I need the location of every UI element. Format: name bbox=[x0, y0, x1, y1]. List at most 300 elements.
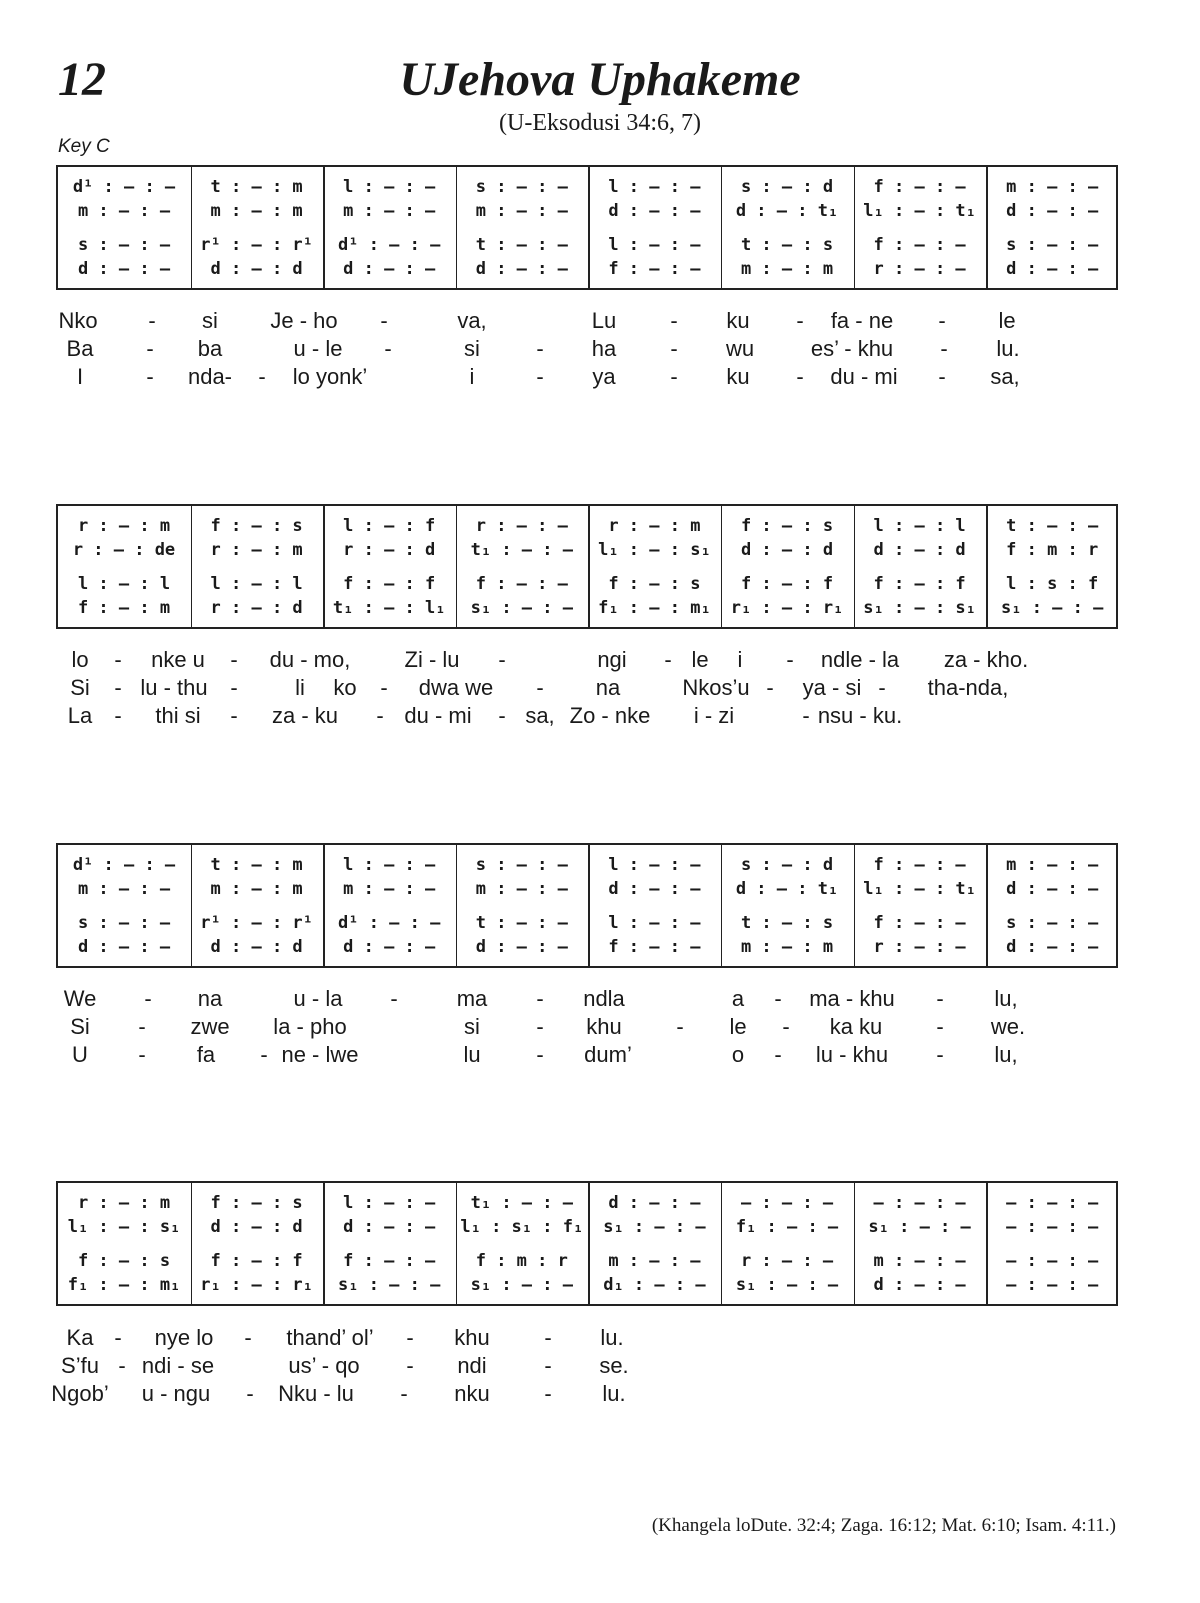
lyric-syllable: li bbox=[295, 675, 305, 700]
lyric-syllable: - bbox=[938, 308, 946, 333]
solfa-measure: d¹ : – : – bbox=[72, 855, 176, 875]
lyric-syllable: I bbox=[76, 364, 84, 389]
solfa-measure: f : – : s bbox=[210, 516, 303, 536]
solfa-measure: r : – : de bbox=[72, 540, 176, 560]
lyric-syllable: lo yonk’ bbox=[292, 364, 368, 389]
solfa-measure: – : – : – bbox=[1006, 1217, 1099, 1237]
solfa-measure: m : – : – bbox=[77, 879, 171, 899]
solfa-measure: r : – : – bbox=[873, 259, 966, 279]
scripture-subtitle: (U-Eksodusi 34:6, 7) bbox=[499, 110, 701, 136]
lyric-syllable: ya bbox=[592, 364, 616, 389]
solfa-measure: d¹ : – : – bbox=[338, 913, 441, 933]
lyric-syllable: lu. bbox=[602, 1381, 626, 1406]
lyric-syllable: thi si bbox=[155, 703, 201, 728]
lyric-syllable: - bbox=[114, 647, 122, 672]
lyric-syllable: ya - si bbox=[802, 675, 862, 700]
lyric-verse-line bbox=[0, 675, 1200, 703]
lyric-syllable: fa bbox=[196, 1042, 216, 1067]
lyric-syllable: ba bbox=[197, 336, 223, 361]
solfa-measure: l : – : f bbox=[343, 516, 436, 536]
solfa-measure: l : – : l bbox=[77, 574, 171, 594]
lyric-syllable: i bbox=[737, 647, 743, 672]
lyric-syllable: ku bbox=[726, 364, 750, 389]
lyric-syllable: ko bbox=[333, 675, 357, 700]
solfa-measure: t : – : m bbox=[210, 177, 303, 197]
solfa-measure: d : – : t₁ bbox=[735, 879, 839, 899]
solfa-measure: d : – : d bbox=[210, 1217, 303, 1237]
voice-part-row bbox=[58, 1250, 1116, 1272]
lyric-syllable: - bbox=[796, 364, 804, 389]
lyric-syllable: Nko bbox=[58, 308, 98, 333]
solfa-measure: l : s : f bbox=[1006, 574, 1099, 594]
solfa-measure: l : – : – bbox=[608, 855, 701, 875]
solfa-measure: r¹ : – : r¹ bbox=[200, 913, 313, 933]
solfa-measure: d : – : d bbox=[210, 259, 303, 279]
lyric-syllable: - bbox=[670, 336, 678, 361]
lyric-syllable: ku bbox=[726, 308, 750, 333]
lyric-syllable: ndi bbox=[457, 1353, 487, 1378]
solfa-measure: d : – : d bbox=[873, 540, 966, 560]
lyric-syllable: nda- bbox=[187, 364, 233, 389]
solfa-measure: s : – : – bbox=[1006, 235, 1099, 255]
lyric-syllable: o bbox=[731, 1042, 745, 1067]
lyric-syllable: za - ku bbox=[271, 703, 339, 728]
solfa-measure: t₁ : – : – bbox=[470, 540, 573, 560]
lyric-syllable: nke u bbox=[151, 647, 205, 672]
lyric-syllable: - bbox=[940, 336, 948, 361]
solfa-measure: f : – : – bbox=[873, 177, 966, 197]
lyric-syllable: - bbox=[498, 647, 506, 672]
lyric-syllable: Ba bbox=[66, 336, 94, 361]
lyric-syllable: - bbox=[936, 986, 944, 1011]
lyric-syllable: sa, bbox=[525, 703, 555, 728]
lyric-syllable: nsu - ku. bbox=[817, 703, 903, 728]
lyric-syllable: khu bbox=[454, 1325, 490, 1350]
solfa-measure: t : – : s bbox=[740, 913, 834, 933]
lyric-syllable: Lu bbox=[591, 308, 617, 333]
song-title: UJehova Uphakeme bbox=[399, 53, 801, 106]
lyric-syllable: - bbox=[376, 703, 384, 728]
scripture-references: (Khangela loDute. 32:4; Zaga. 16:12; Mat. 6:10; Isam. 4:11.) bbox=[651, 1515, 1116, 1536]
solfa-measure: s₁ : – : – bbox=[470, 598, 573, 618]
solfa-measure: s : – : d bbox=[740, 855, 834, 875]
lyric-syllable: - bbox=[544, 1381, 552, 1406]
voice-part-row bbox=[58, 1216, 1116, 1238]
solfa-measure: m : – : – bbox=[77, 201, 171, 221]
lyric-syllable: du - mi bbox=[830, 364, 898, 389]
lyric-syllable: - bbox=[260, 1042, 268, 1067]
solfa-measure: t : – : – bbox=[475, 235, 568, 255]
solfa-measure: d : – : – bbox=[77, 937, 171, 957]
solfa-measure: d : – : – bbox=[1006, 937, 1099, 957]
solfa-measure: f : – : s bbox=[740, 516, 834, 536]
lyric-syllable: si bbox=[202, 308, 218, 333]
solfa-measure: f : m : r bbox=[475, 1251, 568, 1271]
staff-system bbox=[56, 843, 1118, 968]
lyric-syllable: - bbox=[938, 364, 946, 389]
lyric-syllable: - bbox=[114, 1325, 122, 1350]
lyric-syllable: lu bbox=[463, 1042, 481, 1067]
solfa-measure: d : – : – bbox=[1006, 201, 1099, 221]
lyric-syllable: tha-nda, bbox=[927, 675, 1009, 700]
solfa-measure: s₁ : – : – bbox=[338, 1275, 441, 1295]
solfa-measure: m : – : m bbox=[210, 879, 303, 899]
lyric-syllable: U bbox=[72, 1042, 88, 1067]
lyric-syllable: i - zi bbox=[693, 703, 735, 728]
lyric-syllable: u - le bbox=[293, 336, 343, 361]
solfa-measure: d : – : d bbox=[210, 937, 303, 957]
lyric-syllable: lu, bbox=[994, 1042, 1018, 1067]
solfa-measure: f : – : s bbox=[77, 1251, 171, 1271]
lyric-syllable: - bbox=[936, 1014, 944, 1039]
solfa-measure: t₁ : – : l₁ bbox=[332, 598, 446, 618]
lyric-syllable: - bbox=[114, 703, 122, 728]
solfa-measure: s₁ : – : – bbox=[603, 1217, 706, 1237]
solfa-measure: f : – : – bbox=[873, 855, 966, 875]
solfa-measure: f : – : f bbox=[873, 574, 966, 594]
lyric-syllable: - bbox=[246, 1381, 254, 1406]
solfa-measure: t : – : s bbox=[740, 235, 834, 255]
solfa-measure: d : – : – bbox=[343, 1217, 436, 1237]
solfa-measure: l : – : – bbox=[343, 177, 436, 197]
lyric-syllable: se. bbox=[599, 1353, 629, 1378]
lyric-syllable: - bbox=[670, 364, 678, 389]
solfa-measure: l : – : l bbox=[210, 574, 303, 594]
solfa-measure: d : – : t₁ bbox=[735, 201, 839, 221]
solfa-measure: m : – : – bbox=[343, 201, 436, 221]
solfa-measure: m : – : m bbox=[740, 259, 834, 279]
lyric-syllable: - bbox=[536, 986, 544, 1011]
lyric-syllable: us’ - qo bbox=[288, 1353, 360, 1378]
lyric-syllable: ndi - se bbox=[141, 1353, 215, 1378]
lyric-syllable: - bbox=[536, 1014, 544, 1039]
lyric-syllable: du - mi bbox=[404, 703, 472, 728]
solfa-measure: f : – : s bbox=[608, 574, 701, 594]
lyric-syllable: u - la bbox=[293, 986, 343, 1011]
solfa-measure: f : – : – bbox=[608, 937, 701, 957]
lyric-syllable: - bbox=[380, 308, 388, 333]
solfa-measure: m : – : m bbox=[740, 937, 834, 957]
lyric-syllable: - bbox=[536, 336, 544, 361]
lyric-syllable: sa, bbox=[990, 364, 1020, 389]
solfa-measure: l : – : – bbox=[608, 235, 701, 255]
solfa-measure: l : – : l bbox=[873, 516, 966, 536]
solfa-measure: r : – : – bbox=[740, 1251, 834, 1271]
lyric-verse-line bbox=[0, 1353, 1200, 1381]
lyric-syllable: du - mo, bbox=[269, 647, 351, 672]
lyric-syllable: nku bbox=[454, 1381, 490, 1406]
lyric-syllable: i bbox=[469, 364, 475, 389]
solfa-measure: m : – : m bbox=[210, 201, 303, 221]
lyric-syllable: - bbox=[664, 647, 672, 672]
lyric-syllable: le bbox=[691, 647, 709, 672]
lyric-syllable: - bbox=[774, 1042, 782, 1067]
solfa-measure: s : – : – bbox=[77, 913, 171, 933]
lyric-syllable: - bbox=[676, 1014, 684, 1039]
lyric-verse-line bbox=[0, 986, 1200, 1014]
lyric-syllable: Zi - lu bbox=[404, 647, 460, 672]
solfa-measure: d : – : – bbox=[343, 259, 436, 279]
solfa-measure: f : – : – bbox=[873, 235, 966, 255]
solfa-measure: r : – : – bbox=[873, 937, 966, 957]
lyric-syllable: Si bbox=[70, 1014, 90, 1039]
staff-system bbox=[56, 165, 1118, 290]
voice-part-row bbox=[58, 258, 1116, 280]
lyric-syllable: - bbox=[148, 308, 156, 333]
lyric-syllable: S’fu bbox=[61, 1353, 99, 1378]
lyric-verse-line bbox=[0, 308, 1200, 336]
lyric-syllable: za - kho. bbox=[943, 647, 1029, 672]
lyric-syllable: ma bbox=[456, 986, 488, 1011]
lyric-syllable: - bbox=[244, 1325, 252, 1350]
solfa-measure: f : – : s bbox=[210, 1193, 303, 1213]
lyric-syllable: lu - khu bbox=[815, 1042, 889, 1067]
solfa-measure: r₁ : – : r₁ bbox=[730, 598, 844, 618]
solfa-measure: s : – : – bbox=[475, 855, 568, 875]
solfa-measure: m : – : – bbox=[343, 879, 436, 899]
solfa-measure: r : – : m bbox=[608, 516, 701, 536]
solfa-measure: d : – : – bbox=[77, 259, 171, 279]
lyric-syllable: Si bbox=[70, 675, 90, 700]
lyric-syllable: la - pho bbox=[273, 1014, 347, 1039]
lyric-syllable: lu. bbox=[996, 336, 1020, 361]
solfa-measure: – : – : – bbox=[1006, 1193, 1099, 1213]
solfa-measure: f : – : – bbox=[343, 1251, 436, 1271]
lyric-syllable: lu, bbox=[994, 986, 1018, 1011]
key-signature: Key C bbox=[58, 136, 110, 157]
solfa-measure: r : – : m bbox=[77, 1193, 171, 1213]
solfa-measure: l : – : – bbox=[608, 177, 701, 197]
voice-part-row bbox=[58, 878, 1116, 900]
lyric-syllable: - bbox=[536, 364, 544, 389]
solfa-measure: f : m : r bbox=[1006, 540, 1099, 560]
solfa-measure: s₁ : – : – bbox=[1001, 598, 1104, 618]
lyric-syllable: dum’ bbox=[584, 1042, 632, 1067]
lyric-syllable: - bbox=[138, 1014, 146, 1039]
solfa-measure: m : – : – bbox=[1006, 855, 1099, 875]
solfa-measure: d : – : – bbox=[608, 201, 701, 221]
lyric-syllable: ndla bbox=[583, 986, 625, 1011]
solfa-measure: l₁ : – : s₁ bbox=[67, 1217, 181, 1237]
solfa-measure: – : – : – bbox=[740, 1193, 834, 1213]
solfa-measure: f₁ : – : – bbox=[735, 1217, 839, 1237]
lyric-verse-line bbox=[0, 364, 1200, 392]
voice-part-row bbox=[58, 1274, 1116, 1296]
solfa-measure: s₁ : – : – bbox=[868, 1217, 971, 1237]
lyric-verse-line bbox=[0, 1325, 1200, 1353]
solfa-measure: d¹ : – : – bbox=[338, 235, 441, 255]
lyric-syllable: ne - lwe bbox=[281, 1042, 359, 1067]
solfa-measure: t : – : m bbox=[210, 855, 303, 875]
solfa-measure: l : – : – bbox=[343, 855, 436, 875]
solfa-measure: m : – : – bbox=[873, 1251, 966, 1271]
lyric-syllable: - bbox=[802, 703, 810, 728]
lyric-syllable: - bbox=[230, 675, 238, 700]
solfa-measure: – : – : – bbox=[1006, 1275, 1099, 1295]
solfa-measure: l₁ : – : s₁ bbox=[598, 540, 711, 560]
solfa-measure: d : – : – bbox=[475, 259, 568, 279]
solfa-measure: d : – : – bbox=[608, 879, 701, 899]
solfa-measure: s₁ : – : – bbox=[735, 1275, 839, 1295]
solfa-measure: s₁ : – : – bbox=[470, 1275, 573, 1295]
lyric-syllable: - bbox=[766, 675, 774, 700]
voice-part-row bbox=[58, 573, 1116, 595]
lyric-syllable: - bbox=[146, 364, 154, 389]
solfa-measure: r¹ : – : r¹ bbox=[200, 235, 313, 255]
solfa-measure: d : – : – bbox=[608, 1193, 701, 1213]
lyric-syllable: wu bbox=[725, 336, 755, 361]
solfa-measure: f : – : f bbox=[210, 1251, 303, 1271]
lyric-syllable: - bbox=[544, 1325, 552, 1350]
solfa-measure: l₁ : – : t₁ bbox=[863, 879, 976, 899]
staff-system bbox=[56, 1181, 1118, 1306]
solfa-measure: – : – : – bbox=[873, 1193, 966, 1213]
lyric-syllable: - bbox=[536, 1042, 544, 1067]
lyric-syllable: Je - ho bbox=[270, 308, 338, 333]
solfa-measure: f : – : m bbox=[77, 598, 171, 618]
lyric-syllable: dwa we bbox=[418, 675, 494, 700]
lyric-syllable: - bbox=[146, 336, 154, 361]
voice-part-row bbox=[58, 176, 1116, 198]
solfa-measure: t₁ : – : – bbox=[470, 1193, 573, 1213]
lyric-syllable: va, bbox=[457, 308, 487, 333]
voice-part-row bbox=[58, 234, 1116, 256]
lyric-syllable: we. bbox=[990, 1014, 1026, 1039]
solfa-measure: l₁ : s₁ : f₁ bbox=[460, 1217, 584, 1237]
lyric-syllable: - bbox=[774, 986, 782, 1011]
lyric-syllable: - bbox=[544, 1353, 552, 1378]
song-number: 12 bbox=[58, 53, 106, 106]
lyric-syllable: - bbox=[786, 647, 794, 672]
solfa-measure: d¹ : – : – bbox=[72, 177, 176, 197]
lyric-verse-line bbox=[0, 1014, 1200, 1042]
lyric-verse-line bbox=[0, 336, 1200, 364]
lyric-syllable: - bbox=[144, 986, 152, 1011]
solfa-measure: r : – : m bbox=[77, 516, 171, 536]
lyric-syllable: We bbox=[63, 986, 97, 1011]
lyric-syllable: si bbox=[464, 1014, 480, 1039]
lyric-syllable: Zo - nke bbox=[569, 703, 651, 728]
solfa-measure: m : – : – bbox=[475, 879, 568, 899]
lyric-syllable: - bbox=[258, 364, 266, 389]
solfa-measure: s : – : – bbox=[77, 235, 171, 255]
solfa-measure: f : – : – bbox=[873, 913, 966, 933]
solfa-measure: – : – : – bbox=[1006, 1251, 1099, 1271]
lyric-syllable: - bbox=[400, 1381, 408, 1406]
solfa-measure: f₁ : – : m₁ bbox=[598, 598, 711, 618]
lyric-syllable: le bbox=[998, 308, 1016, 333]
lyric-syllable: es’ - khu bbox=[810, 336, 894, 361]
lyric-syllable: na bbox=[197, 986, 223, 1011]
lyric-syllable: - bbox=[380, 675, 388, 700]
lyric-syllable: Ka bbox=[66, 1325, 94, 1350]
solfa-measure: s : – : – bbox=[1006, 913, 1099, 933]
solfa-measure: f₁ : – : m₁ bbox=[67, 1275, 181, 1295]
lyric-syllable: - bbox=[796, 308, 804, 333]
solfa-measure: s : – : – bbox=[475, 177, 568, 197]
voice-part-row bbox=[58, 936, 1116, 958]
lyric-syllable: khu bbox=[586, 1014, 622, 1039]
lyric-syllable: lo bbox=[71, 647, 89, 672]
lyric-syllable: - bbox=[536, 675, 544, 700]
lyric-syllable: thand’ ol’ bbox=[286, 1325, 374, 1350]
solfa-measure: f : – : – bbox=[608, 259, 701, 279]
voice-part-row bbox=[58, 912, 1116, 934]
lyric-syllable: - bbox=[878, 675, 886, 700]
solfa-measure: r : – : d bbox=[210, 598, 303, 618]
solfa-measure: l : – : – bbox=[343, 1193, 436, 1213]
solfa-measure: d : – : – bbox=[343, 937, 436, 957]
lyric-syllable: - bbox=[114, 675, 122, 700]
lyric-syllable: ngi bbox=[597, 647, 627, 672]
voice-part-row bbox=[58, 1192, 1116, 1214]
lyric-syllable: - bbox=[230, 703, 238, 728]
voice-part-row bbox=[58, 854, 1116, 876]
lyric-syllable: Nku - lu bbox=[278, 1381, 354, 1406]
lyric-verse-line bbox=[0, 647, 1200, 675]
voice-part-row bbox=[58, 539, 1116, 561]
lyric-syllable: - bbox=[936, 1042, 944, 1067]
solfa-measure: s : – : d bbox=[740, 177, 834, 197]
lyric-syllable: na bbox=[595, 675, 621, 700]
lyric-verse-line bbox=[0, 1042, 1200, 1070]
lyric-syllable: Nkos’u bbox=[682, 675, 750, 700]
solfa-measure: m : – : – bbox=[1006, 177, 1099, 197]
lyric-syllable: - bbox=[782, 1014, 790, 1039]
solfa-measure: f : – : f bbox=[343, 574, 436, 594]
voice-part-row bbox=[58, 200, 1116, 222]
voice-part-row bbox=[58, 515, 1116, 537]
solfa-measure: t : – : – bbox=[475, 913, 568, 933]
lyric-syllable: ka ku bbox=[829, 1014, 883, 1039]
solfa-measure: d : – : – bbox=[475, 937, 568, 957]
lyric-syllable: - bbox=[118, 1353, 126, 1378]
lyric-syllable: ndle - la bbox=[820, 647, 900, 672]
lyric-syllable: nye lo bbox=[154, 1325, 214, 1350]
solfa-measure: m : – : – bbox=[475, 201, 568, 221]
solfa-measure: l : – : – bbox=[608, 913, 701, 933]
solfa-measure: t : – : – bbox=[1006, 516, 1099, 536]
lyric-syllable: Ngob’ bbox=[51, 1381, 109, 1406]
solfa-measure: r : – : d bbox=[343, 540, 436, 560]
lyric-syllable: fa - ne bbox=[830, 308, 894, 333]
solfa-measure: d₁ : – : – bbox=[603, 1275, 706, 1295]
lyric-syllable: lu - thu bbox=[140, 675, 208, 700]
lyric-syllable: zwe bbox=[190, 1014, 230, 1039]
lyric-verse-line bbox=[0, 703, 1200, 731]
lyric-verse-line bbox=[0, 1381, 1200, 1409]
lyric-syllable: ma - khu bbox=[809, 986, 895, 1011]
lyric-syllable: - bbox=[138, 1042, 146, 1067]
solfa-measure: f : – : – bbox=[475, 574, 568, 594]
solfa-measure: d : – : d bbox=[740, 540, 834, 560]
lyric-syllable: - bbox=[384, 336, 392, 361]
lyric-syllable: si bbox=[464, 336, 480, 361]
solfa-measure: d : – : – bbox=[1006, 259, 1099, 279]
solfa-measure: r : – : – bbox=[475, 516, 568, 536]
lyric-syllable: - bbox=[498, 703, 506, 728]
solfa-measure: l₁ : – : t₁ bbox=[863, 201, 976, 221]
lyric-syllable: lu. bbox=[600, 1325, 624, 1350]
solfa-measure: f : – : f bbox=[740, 574, 834, 594]
solfa-measure: r₁ : – : r₁ bbox=[200, 1275, 313, 1295]
solfa-measure: s₁ : – : s₁ bbox=[863, 598, 976, 618]
solfa-measure: d : – : – bbox=[1006, 879, 1099, 899]
solfa-measure: d : – : – bbox=[873, 1275, 966, 1295]
solfa-measure: r : – : m bbox=[210, 540, 303, 560]
lyric-syllable: - bbox=[670, 308, 678, 333]
solfa-measure: m : – : – bbox=[608, 1251, 701, 1271]
